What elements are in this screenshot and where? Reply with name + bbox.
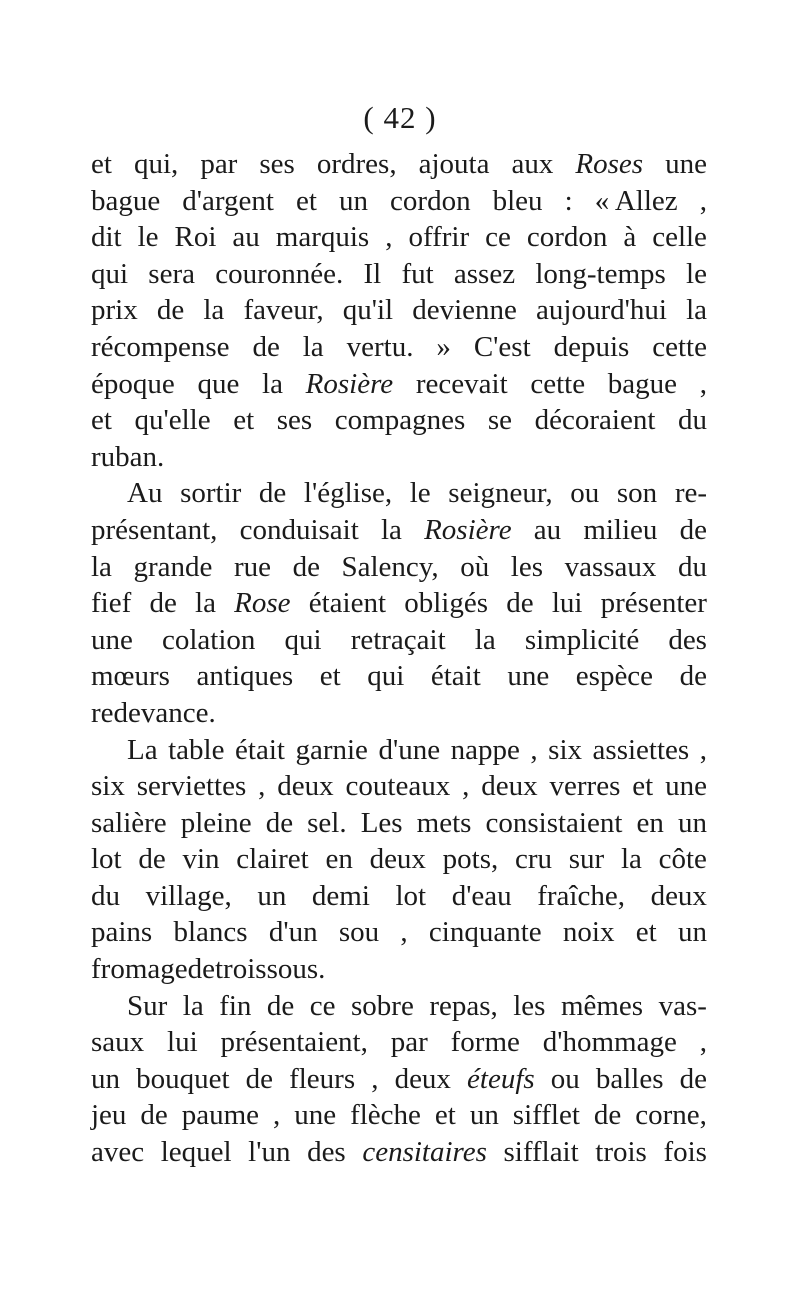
word: la [380,513,402,546]
word: antiques [196,660,294,693]
word: trois [595,1136,647,1169]
text-line [91,475,707,512]
word: qui, [133,148,179,180]
word: rue [233,550,271,583]
word: cordon [526,221,608,254]
word: noix [562,916,615,949]
word: de [252,330,280,363]
word: sortir [180,477,242,510]
text-line [91,219,707,256]
word: qui [284,623,322,656]
word: décoraient [534,404,656,437]
word: ce [485,221,511,254]
word: fief [91,587,132,620]
word: ruban. [91,440,165,473]
word: et [233,404,255,437]
word: un [257,879,287,912]
word: clairet [236,843,309,876]
word: de [593,1099,622,1132]
word: nappe [450,733,520,766]
word: ajouta [418,148,490,180]
word: au [533,513,562,546]
word: qu'il [342,294,394,327]
word: fraîche, [537,879,625,912]
word: un [91,1062,120,1095]
word: deux [369,843,426,876]
word: lot [91,843,122,876]
text-line [91,695,707,732]
word: la [262,367,283,400]
word: lui [551,587,583,620]
word: cette [652,330,707,363]
word: la [620,843,642,876]
word: et [632,770,654,803]
word: une [507,660,550,693]
word: à [623,221,637,254]
word: était [430,660,481,693]
word: fois [663,1136,707,1169]
text-line [91,549,707,586]
word: la [182,989,204,1022]
word: couronnée. [215,257,344,290]
text-line [91,512,707,549]
word: lequel [160,1136,232,1169]
word: mœurs [91,660,170,693]
word: deux [277,770,334,803]
text-line [91,439,707,476]
word: milieu [583,513,658,546]
word: la [686,294,707,327]
word: deux [394,1062,451,1095]
word: vertu. [346,330,414,363]
word: deux [650,879,707,912]
word: espèce [575,660,654,693]
word: Rose [234,587,291,620]
text-line [91,622,707,659]
text-line [91,256,707,293]
word: , [699,1026,707,1059]
text-line [91,585,707,622]
word: où [460,550,490,583]
word: saux [91,1026,145,1059]
word: de [679,1062,707,1095]
word: jeu [91,1099,127,1132]
word: de [138,843,166,876]
word: l'église, [303,477,393,510]
word: colation [161,623,256,656]
word: une [91,623,133,656]
word: un [677,916,707,949]
word: salière [91,806,167,839]
word: vas- [658,989,707,1022]
word: long-temps [535,257,666,290]
word: et [319,660,341,693]
word: serviettes [136,770,247,803]
word: trois [215,953,267,986]
word: la [203,294,225,327]
word: garnie [295,733,368,766]
word: aux [511,148,554,180]
word: assez [453,257,516,290]
word: ses [259,148,295,180]
word: six [548,733,583,766]
word: de [258,477,287,510]
text-line [91,1097,707,1134]
word: par [200,148,238,180]
word: Sur [127,989,168,1022]
word: , [400,916,408,949]
word: censitaires [362,1136,487,1169]
word: sifflet [512,1099,580,1132]
word: et [434,1099,456,1132]
word: de [265,806,294,839]
word: ce [309,989,336,1022]
word: le [137,221,159,254]
word: , [385,221,393,254]
word: récompense [91,330,230,363]
word: marquis [275,221,370,254]
word: couteaux [345,770,451,803]
text-line [91,292,707,329]
word: grande [133,550,213,583]
word: , [273,1099,281,1132]
word: bague [91,184,161,217]
text-line [91,402,707,439]
word: ou [550,1062,580,1095]
word: se [487,404,513,437]
word: , [258,770,266,803]
word: cordon [390,184,471,217]
word: était [235,733,285,766]
word: lui [167,1026,198,1059]
word: la [302,330,324,363]
word: redevance. [91,696,216,729]
word: de [679,513,707,546]
word: fin [219,989,252,1022]
word: en [325,843,353,876]
word: fromage [91,953,188,986]
word: les [513,989,546,1022]
word: du [677,550,707,583]
word: cette [530,367,586,400]
word: corne, [635,1099,707,1132]
word: simplicité [524,623,640,656]
word: recevait [415,367,508,400]
word: pleine [180,806,252,839]
word: Rosière [424,513,512,546]
word: : [564,184,573,217]
word: et [635,916,657,949]
word: présenter [600,587,707,620]
text-line [91,183,707,220]
word: éteufs [467,1062,535,1095]
word: compagnes [334,404,466,437]
word: devienne [412,294,517,327]
word: sera [148,257,195,290]
word: son [616,477,658,510]
word: bleu [492,184,543,217]
word: le [409,477,431,510]
word: , [371,1062,379,1095]
word: avec [91,1136,145,1169]
word: paume [181,1099,260,1132]
word: côte [658,843,707,876]
word: retraçait [350,623,446,656]
word: faveur, [243,294,324,327]
word: aujourd'hui [536,294,667,327]
word: de [140,1099,168,1132]
text-line [91,1134,707,1171]
word: deux [481,770,538,803]
word: d'eau [451,879,512,912]
word: sou [338,916,380,949]
word: lot [395,879,427,912]
word: une [294,1099,337,1132]
word: au [232,221,260,254]
text-line [91,146,707,183]
word: , [699,184,707,217]
word: consistaient [485,806,623,839]
text-line [91,805,707,842]
word: de [156,294,185,327]
word: sel. [307,806,347,839]
word: d'un [268,916,318,949]
word: par [390,1026,428,1059]
word: du [91,879,120,912]
word: de [187,953,215,986]
word: bouquet [136,1062,230,1095]
text-line [91,366,707,403]
text-line [91,951,707,988]
word: du [677,404,707,437]
word: qui [367,660,405,693]
word: obligés [404,587,489,620]
word: sous. [266,953,326,986]
word: une [665,770,707,803]
body-text [91,146,707,1171]
word: six [91,770,125,803]
text-line [91,658,707,695]
word: qu'elle [134,404,211,437]
word: ses [276,404,313,437]
word: demi [311,879,370,912]
word: ou [570,477,600,510]
word: étaient [308,587,387,620]
word: que [197,367,240,400]
word: d'une [378,733,441,766]
word: Il [363,257,382,290]
word: sobre [351,989,414,1022]
word: la [195,587,216,620]
text-line [91,988,707,1025]
word: La [127,733,158,766]
text-line [91,732,707,769]
word: de [245,1062,273,1095]
word: une [665,148,707,180]
text-line [91,914,707,951]
word: verres [549,770,621,803]
word: sifflait [503,1136,579,1169]
word: re- [674,477,707,510]
word: présentant, [91,513,218,546]
word: cru [515,843,553,876]
word: « Allez [594,184,678,217]
word: blancs [173,916,248,949]
word: village, [145,879,232,912]
word: table [168,733,225,766]
word: forme [450,1026,520,1059]
word: mêmes [560,989,644,1022]
word: seigneur, [448,477,553,510]
word: l'un [248,1136,291,1169]
word: bague [607,367,678,400]
word: vassaux [564,550,657,583]
word: de [266,989,295,1022]
word: Rosière [305,367,394,400]
word: un [677,806,707,839]
word: la [91,550,112,583]
word: C'est [473,330,531,363]
text-line [91,878,707,915]
word: offrir [408,221,470,254]
word: et [91,404,112,437]
word: celle [652,221,707,254]
text-line [91,768,707,805]
word: qui [91,257,129,290]
word: vin [182,843,220,876]
text-line [91,1061,707,1098]
word: pains [91,916,153,949]
word: de [149,587,177,620]
word: cinquante [428,916,542,949]
word: d'argent [182,184,274,217]
word: des [668,623,707,656]
word: Roses [575,148,644,180]
word: , [530,733,538,766]
word: de [506,587,534,620]
word: prix [91,294,138,327]
word: » [436,330,451,363]
word: Roi [174,221,217,254]
word: époque [91,367,175,400]
word: ordres, [316,148,397,180]
word: un [469,1099,499,1132]
word: présentaient, [220,1026,368,1059]
word: fut [401,257,434,290]
word: sur [568,843,605,876]
word: fleurs [289,1062,356,1095]
word: de [292,550,320,583]
page-number: ( 42 ) [363,100,437,135]
word: Les [360,806,403,839]
word: de [679,660,707,693]
word: des [307,1136,346,1169]
text-line [91,841,707,878]
word: flèche [350,1099,421,1132]
word: pots, [442,843,499,876]
word: conduisait [239,513,359,546]
word: , [462,770,470,803]
word: mets [416,806,472,839]
word: et [91,148,112,180]
word: dit [91,221,122,254]
word: le [686,257,707,290]
word: , [699,367,707,400]
word: Salency, [341,550,439,583]
word: assiettes [592,733,690,766]
word: un [339,184,368,217]
word: Au [127,477,163,510]
text-line [91,329,707,366]
word: balles [595,1062,664,1095]
word: et [296,184,317,217]
word: en [636,806,664,839]
word: les [510,550,544,583]
word: , [699,733,707,766]
text-line [91,1024,707,1061]
word: depuis [553,330,630,363]
word: la [474,623,496,656]
word: d'hommage [542,1026,677,1059]
word: repas, [429,989,498,1022]
